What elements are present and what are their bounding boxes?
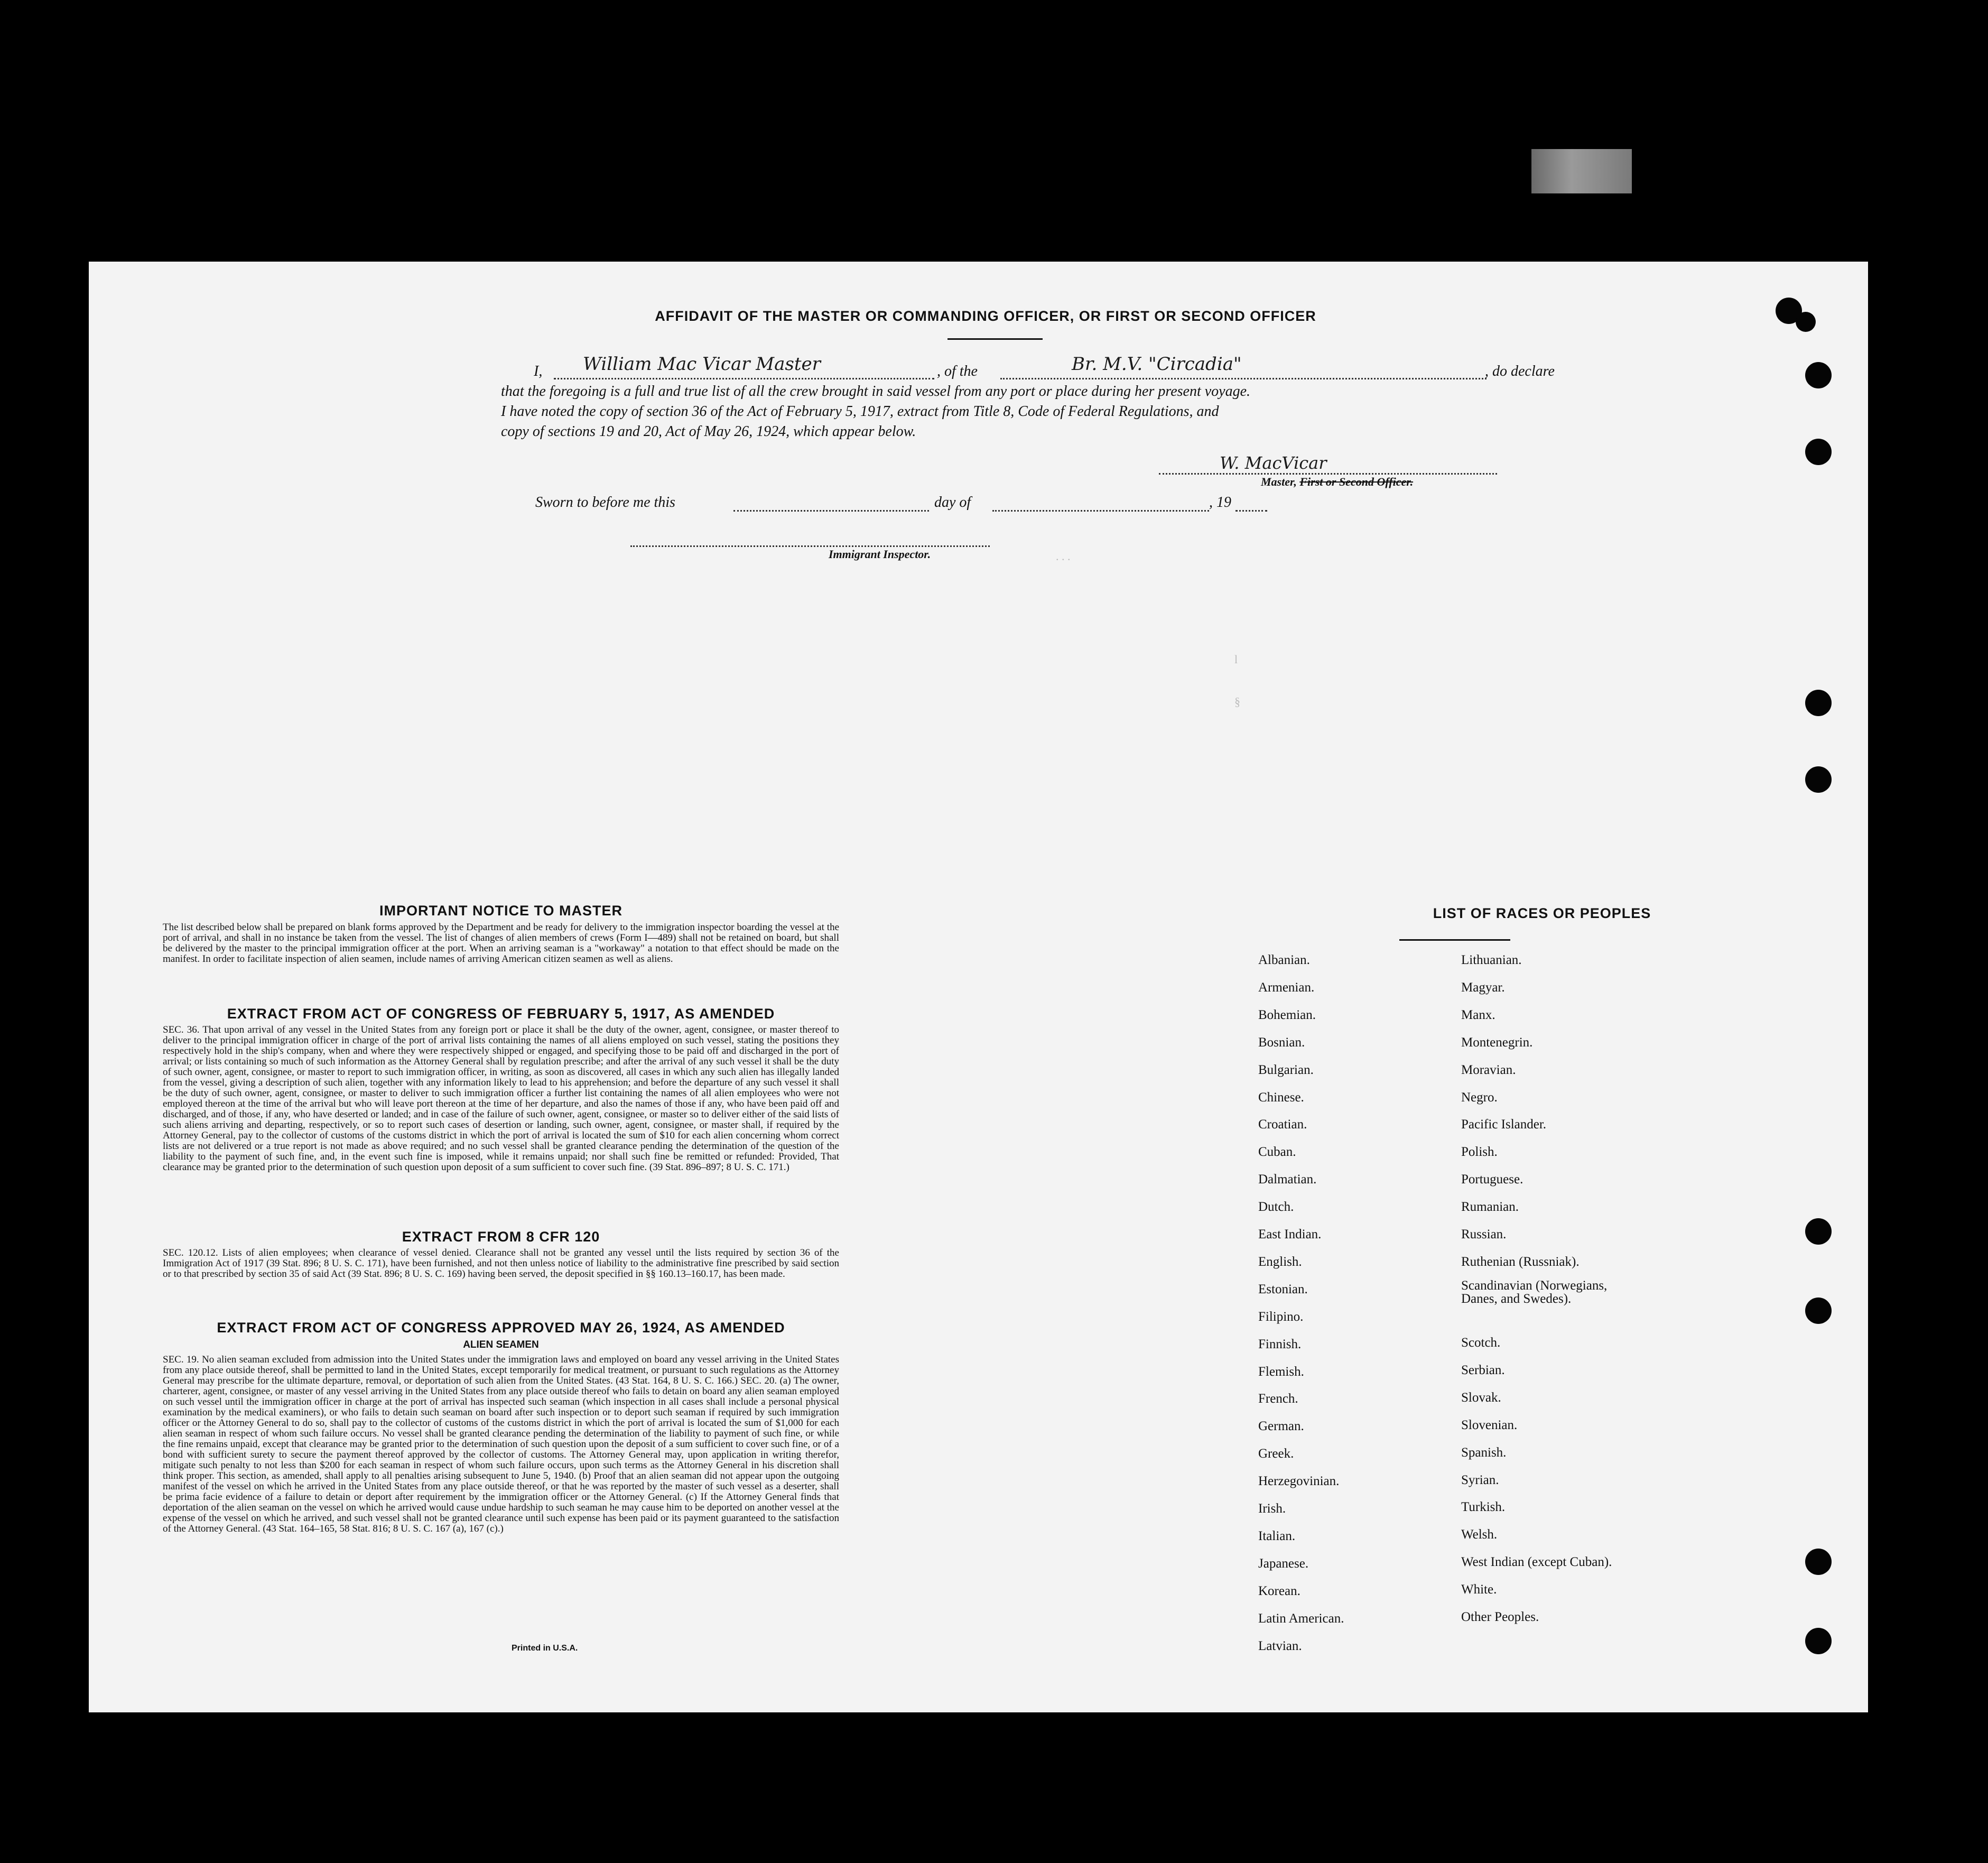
extract-cfr-title: EXTRACT FROM 8 CFR 120 xyxy=(402,1229,600,1245)
race-item: Slovak. xyxy=(1461,1390,1501,1405)
printed-in-usa: Printed in U.S.A. xyxy=(512,1644,578,1653)
punch-hole xyxy=(1805,439,1832,465)
race-item: Italian. xyxy=(1258,1528,1296,1543)
race-item: Negro. xyxy=(1461,1090,1498,1105)
race-item: Bohemian. xyxy=(1258,1007,1316,1022)
signature-line xyxy=(1159,473,1497,475)
race-item: Bulgarian. xyxy=(1258,1062,1314,1077)
scan-tab-artifact xyxy=(1531,149,1632,193)
race-item: Korean. xyxy=(1258,1583,1300,1598)
notice-body: The list described below shall be prepared on blank forms approved by the Department and be ready for delivery to the immigration inspector boarding the vessel at the port of arrival, and shall in no instance be taken from the vessel. The list of changes of alien members of crews (Form I—489) shall not be retained on board, but shall be delivered by the master to the principal immigration officer at the port. When an arriving seaman is a "workaway" a notation to that effect should be made on the manifest. In order to facilitate inspection of alien seamen, include names of arriving American citizen seamen as well as aliens. xyxy=(163,922,839,965)
punch-hole xyxy=(1805,1218,1832,1245)
race-item: Welsh. xyxy=(1461,1527,1498,1542)
manifest-page xyxy=(89,262,1868,1712)
affidavit-title: AFFIDAVIT OF THE MASTER OR COMMANDING OFFICER, OR FIRST OR SECOND OFFICER xyxy=(655,308,1316,324)
race-item: Estonian. xyxy=(1258,1282,1308,1296)
race-item: Polish. xyxy=(1461,1145,1498,1160)
race-item: Syrian. xyxy=(1461,1472,1499,1487)
punch-hole xyxy=(1805,362,1832,388)
race-item: Slovenian. xyxy=(1461,1417,1518,1432)
race-item: Japanese. xyxy=(1258,1556,1309,1571)
race-item: Armenian. xyxy=(1258,980,1315,995)
extract-1917-title: EXTRACT FROM ACT OF CONGRESS OF FEBRUARY 5, 1917, AS AMENDED xyxy=(227,1006,775,1022)
punch-hole xyxy=(1805,690,1832,716)
punch-hole xyxy=(1796,312,1816,332)
race-item: Latvian. xyxy=(1258,1638,1302,1653)
race-item: Cuban. xyxy=(1258,1145,1296,1160)
month-line xyxy=(992,510,1209,512)
notice-title: IMPORTANT NOTICE TO MASTER xyxy=(379,903,623,919)
race-item: Moravian. xyxy=(1461,1062,1516,1077)
race-item: White. xyxy=(1461,1582,1497,1597)
declaration-line-4: copy of sections 19 and 20, Act of May 26, 1924, which appear below. xyxy=(501,423,916,440)
punch-hole xyxy=(1805,1549,1832,1575)
race-item: Croatian. xyxy=(1258,1117,1307,1132)
race-item: Bosnian. xyxy=(1258,1035,1305,1050)
race-item: Finnish. xyxy=(1258,1337,1302,1351)
punch-hole xyxy=(1805,1628,1832,1654)
vessel-name-handwritten: Br. M.V. "Circadia" xyxy=(1072,354,1242,375)
extract-1917-body: SEC. 36. That upon arrival of any vessel in the United States from any foreign port or place it shall be the duty of the owner, agent, consignee, or master thereof to deliver to the principal immigration officer in charge of the port of arrival lists containing the names of all aliens employed on such vessel, stating the positions they respectively hold in the ship's company, when and where they were respectively shipped or engaged, and specifying those to be paid off and discharged in the port of arrival; or lists containing so much of such information as the Attorney General shall by regulation prescribe; and after the arrival of any such vessel it shall be the duty of such owner, agent, consignee, or master to report to such immigration officer, in writing, as soon as discovered, all cases in which any such alien has illegally landed from the vessel, giving a description of such alien, together with any information likely to lead to his apprehension; and before the departure of any such vessel it shall be the duty of such owner, agent, consignee, or master to deliver to such immigration officer a further list containing the names of all alien employees who were not employed thereon at the time of the arrival but who will leave port thereon at the time of her departure, and also the names of those if any, who have been paid off and discharged, and of those, if any, who have deserted or landed; and in case of the failure of such owner, agent, consignee, or master so to deliver either of the said lists of such aliens arriving and departing, respectively, or so to report such cases of desertion or landing, such owner, agent, consignee, or master shall, if required by the Attorney General, pay to the collector of customs of the customs district in which the port of arrival is located the sum of $10 for each alien concerning whom correct lists are not delivered or a true report is not made as above required; and no such vessel shall be granted clearance pending the determination of the question of the liability to the payment of such fine, and, in the event such fine is imposed, while it remains unpaid; nor shall such fine be remitted or refunded: Provided, That clearance may be granted prior to the determination of such question upon deposit of a sum sufficient to cover such fine. (39 Stat. 896–897; 8 U. S. C. 171.) xyxy=(163,1024,839,1173)
extract-cfr-body: SEC. 120.12. Lists of alien employees; when clearance of vessel denied. Clearance shall not be granted any vessel until the lists required by section 36 of the Immigration Act of 1917 (39 Stat. 896; 8 U. S. C. 171), have been furnished, and not then unless notice of liability to the administrative fine prescribed by said section or to that prescribed by section 35 of said Act (39 Stat. 896; 8 U. S. C. 169) having been served, the deposit specified in §§ 160.13–160.17, has been made. xyxy=(163,1247,839,1280)
vessel-line xyxy=(1000,378,1487,379)
bleed-mark: § xyxy=(1234,695,1240,708)
race-item: Ruthenian (Russniak). xyxy=(1461,1254,1580,1269)
race-item: West Indian (except Cuban). xyxy=(1461,1555,1612,1570)
year-line xyxy=(1235,510,1267,512)
master-name-handwritten: William Mac Vicar Master xyxy=(583,354,821,375)
race-item: Russian. xyxy=(1461,1227,1507,1241)
race-item: Lithuanian. xyxy=(1461,953,1522,967)
title-underline xyxy=(947,338,1043,340)
declaration-line-3: I have noted the copy of section 36 of the Act of February 5, 1917, extract from Title 8, Code of Federal Regulations, and xyxy=(501,403,1219,420)
do-declare-label: , do declare xyxy=(1485,363,1555,379)
race-item: Pacific Islander. xyxy=(1461,1117,1547,1132)
race-item: Spanish. xyxy=(1461,1445,1507,1460)
race-item: Serbian. xyxy=(1461,1363,1505,1377)
bleed-mark: . . . xyxy=(1056,550,1071,563)
race-item: Albanian. xyxy=(1258,953,1310,967)
race-item: Greek. xyxy=(1258,1447,1294,1461)
races-title-underline xyxy=(1399,939,1510,941)
race-item: Herzegovinian. xyxy=(1258,1474,1340,1489)
bleed-mark: l xyxy=(1234,653,1238,666)
punch-hole xyxy=(1805,1297,1832,1324)
race-item: Flemish. xyxy=(1258,1364,1304,1379)
race-item: East Indian. xyxy=(1258,1227,1322,1241)
signer-title xyxy=(1261,475,1413,489)
signer-title-struck: First or Second Officer. xyxy=(1299,475,1414,488)
race-item: French. xyxy=(1258,1392,1298,1406)
inspector-label: Immigrant Inspector. xyxy=(829,548,931,561)
races-title: LIST OF RACES OR PEOPLES xyxy=(1433,905,1651,921)
race-item: German. xyxy=(1258,1419,1304,1434)
race-item: Other Peoples. xyxy=(1461,1610,1539,1624)
race-item: Portuguese. xyxy=(1461,1172,1523,1187)
declaration-line-2: that the foregoing is a full and true list of all the crew brought in said vessel from any port or place during her present voyage. xyxy=(501,383,1251,400)
race-item: English. xyxy=(1258,1254,1302,1269)
i-label: I, xyxy=(534,363,543,379)
name-line xyxy=(554,378,934,379)
race-item: Magyar. xyxy=(1461,980,1505,995)
race-item: Montenegrin. xyxy=(1461,1035,1533,1050)
of-the-label: , of the xyxy=(937,363,978,379)
race-item: Manx. xyxy=(1461,1007,1495,1022)
race-item: Scotch. xyxy=(1461,1336,1501,1350)
sworn-date-line xyxy=(733,510,929,512)
punch-hole xyxy=(1805,766,1832,793)
extract-1924-subtitle: ALIEN SEAMEN xyxy=(463,1339,539,1350)
race-item: Scandinavian (Norwegians, Danes, and Swedes). xyxy=(1461,1278,1608,1306)
race-item: Turkish. xyxy=(1461,1500,1506,1515)
extract-1924-title: EXTRACT FROM ACT OF CONGRESS APPROVED MAY 26, 1924, AS AMENDED xyxy=(217,1320,785,1336)
signer-title-master: Master, xyxy=(1261,475,1300,488)
inspector-line xyxy=(630,545,990,547)
race-item: Filipino. xyxy=(1258,1309,1304,1324)
race-item: Latin American. xyxy=(1258,1611,1344,1626)
sworn-label: Sworn to before me this xyxy=(535,494,675,511)
master-signature: W. MacVicar xyxy=(1220,453,1327,473)
year-label: , 19 xyxy=(1209,494,1231,511)
race-item: Dalmatian. xyxy=(1258,1172,1317,1187)
race-item: Dutch. xyxy=(1258,1200,1294,1215)
extract-1924-body: SEC. 19. No alien seaman excluded from admission into the United States under the immigration laws and employed on board any vessel arriving in the United States from any place outside thereof, shall be permitted to land in the United States, except temporarily for medical treatment, or pursuant to such regulations as the Attorney General may prescribe for the ultimate departure, removal, or deportation of such alien from the United States. (43 Stat. 164, 8 U. S. C. 166.) SEC. 20. (a) The owner, charterer, agent, consignee, or master of any vessel arriving in the United States from any place outside thereof who fails to detain on board any alien seaman employed on such vessel until the immigration officer in charge at the port of arrival has inspected such seaman (which inspection in all cases shall include a personal physical examination by the medical examiners), or who fails to detain such seaman on board after such inspection or to deport such seaman if required by such immigration officer or the Attorney General to do so, shall pay to the collector of customs of the customs district in which the port of arrival is located the sum of $1,000 for each alien seaman in respect of whom such failure occurs. No vessel shall be granted clearance pending the determination of the liability to payment of such fine, or while the fine remains unpaid, except that clearance may be granted prior to the determination of such question upon the deposit of a sum sufficient to cover such fine, or of a bond with sufficient surety to secure the payment thereof approved by the collector of customs. The Attorney General may, upon application in writing therefor, mitigate such penalty to not less than $200 for each seaman in respect of whom such failure occurs, upon such terms as the Attorney General in his discretion shall think proper. This section, as amended, shall apply to all penalties arising subsequent to June 5, 1940. (b) Proof that an alien seaman did not appear upon the outgoing manifest of the vessel on which he arrived in the United States from any place outside thereof, or that he was reported by the master of such vessel as a deserter, shall be prima facie evidence of a failure to detain or deport after requirement by the immigration officer or the Attorney General. (c) If the Attorney General finds that deportation of the alien seaman on the vessel on which he arrived would cause undue hardship to such seaman he may cause him to be deported on another vessel at the expense of the vessel on which he arrived, and such vessel shall not be granted clearance until such expense has been paid or its payment guaranteed to the satisfaction of the Attorney General. (43 Stat. 164–165, 58 Stat. 816; 8 U. S. C. 167 (a), 167 (c).) xyxy=(163,1354,839,1534)
race-item: Irish. xyxy=(1258,1501,1286,1516)
day-of-label: day of xyxy=(934,494,971,511)
race-item: Chinese. xyxy=(1258,1090,1304,1105)
race-item: Rumanian. xyxy=(1461,1200,1519,1215)
